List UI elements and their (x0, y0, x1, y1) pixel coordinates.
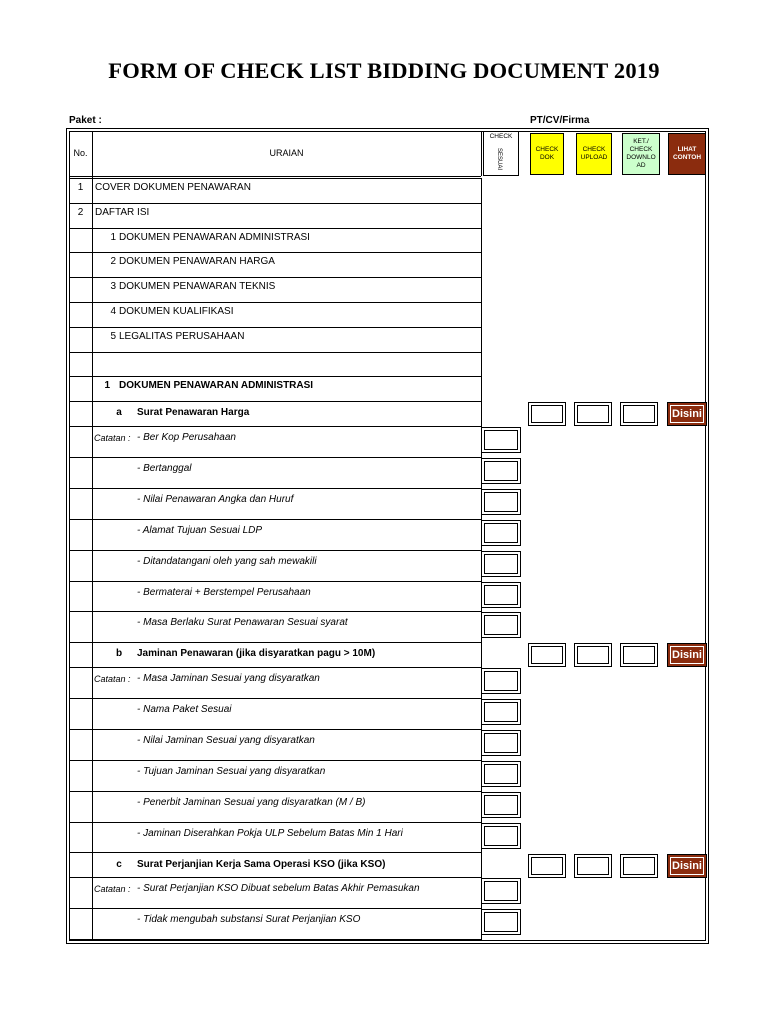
row-text: COVER DOKUMEN PENAWARAN (95, 182, 251, 193)
note-text: - Bertanggal (137, 462, 192, 474)
header-check-dok: CHECK DOK (530, 133, 564, 175)
item-title: Jaminan Penawaran (jika disyaratkan pagu > 10M) (137, 648, 376, 660)
page-title: FORM OF CHECK LIST BIDDING DOCUMENT 2019 (108, 58, 660, 83)
header-bottom-rule-2 (69, 178, 481, 179)
check-dok-box-inner (531, 857, 563, 875)
check-download-box-inner (623, 646, 655, 664)
row-rule (69, 550, 481, 551)
check-sesuai-box-inner (484, 826, 518, 846)
check-sesuai-box[interactable] (481, 427, 521, 453)
row-rule (69, 488, 481, 489)
check-sesuai-box-inner (484, 523, 518, 543)
row-rule (69, 426, 481, 427)
item-title: Surat Penawaran Harga (137, 407, 250, 419)
check-download-box[interactable] (620, 643, 658, 667)
header-check-sesuai-vertical: SESUAI (496, 148, 502, 171)
row-rule (69, 457, 481, 458)
check-upload-box-inner (577, 857, 609, 875)
check-sesuai-box[interactable] (481, 668, 521, 694)
note-text: - Tujuan Jaminan Sesuai yang disyaratkan (137, 765, 326, 777)
row-rule (69, 352, 481, 353)
check-sesuai-box[interactable] (481, 551, 521, 577)
check-sesuai-box-inner (484, 554, 518, 574)
note-text: - Ditandatangani oleh yang sah mewakili (137, 555, 317, 567)
paket-label: Paket : (69, 115, 102, 126)
header-bottom-rule (69, 176, 481, 177)
header-uraian: URAIAN (269, 148, 304, 158)
lihat-contoh-link[interactable]: Disini (667, 854, 707, 878)
row-rule (69, 877, 481, 878)
check-sesuai-box-inner (484, 461, 518, 481)
check-dok-box[interactable] (528, 643, 566, 667)
note-text: - Surat Perjanjian KSO Dibuat sebelum Batas Akhir Pemasukan (137, 883, 420, 895)
row-rule (69, 203, 481, 204)
check-dok-box-inner (531, 646, 563, 664)
item-title: Surat Perjanjian Kerja Sama Operasi KSO (jika KSO) (137, 858, 386, 870)
check-sesuai-box-inner (484, 430, 518, 450)
check-sesuai-box-inner (484, 671, 518, 691)
row-rule (69, 302, 481, 303)
note-text: - Ber Kop Perusahaan (137, 432, 236, 443)
row-rule (69, 760, 481, 761)
header-lihat-contoh: LIHAT CONTOH (668, 133, 706, 175)
row-rule (69, 791, 481, 792)
check-sesuai-box-inner (484, 702, 518, 722)
column-divider-uraian-header (481, 131, 482, 176)
subrow-number: 2 (110, 256, 116, 268)
check-dok-box[interactable] (528, 854, 566, 878)
note-label: Catatan : (94, 433, 131, 443)
check-sesuai-box[interactable] (481, 730, 521, 756)
row-rule (69, 228, 481, 229)
check-sesuai-box[interactable] (481, 582, 521, 608)
row-rule (69, 698, 481, 699)
note-text: - Nilai Penawaran Angka dan Huruf (137, 493, 294, 505)
check-download-box-inner (623, 405, 655, 423)
note-text: - Tidak mengubah substansi Surat Perjanjian KSO (137, 914, 361, 926)
check-download-box[interactable] (620, 854, 658, 878)
note-text: - Jaminan Diserahkan Pokja ULP Sebelum Batas Min 1 Hari (137, 827, 403, 839)
row-rule (69, 642, 481, 643)
check-sesuai-box-inner (484, 492, 518, 512)
firma-label: PT/CV/Firma (530, 115, 590, 126)
subrow-text: DOKUMEN KUALIFIKASI (119, 306, 234, 317)
check-sesuai-box[interactable] (481, 458, 521, 484)
row-rule (69, 667, 481, 668)
check-upload-box-inner (577, 646, 609, 664)
note-label: Catatan : (94, 884, 131, 895)
check-sesuai-box-inner (484, 764, 518, 784)
row-number: 2 (77, 206, 84, 218)
check-sesuai-box-inner (484, 912, 518, 932)
header-check-label: CHECK (489, 133, 513, 140)
check-sesuai-box-inner (484, 615, 518, 635)
note-text: - Bermaterai + Berstempel Perusahaan (137, 586, 311, 598)
check-sesuai-box[interactable] (481, 878, 521, 904)
subrow-text: LEGALITAS PERUSAHAAN (119, 330, 245, 342)
subrow-number: 5 (110, 330, 116, 342)
row-rule (69, 327, 481, 328)
check-sesuai-box[interactable] (481, 761, 521, 787)
note-text: - Alamat Tujuan Sesuai LDP (137, 524, 263, 536)
subrow-number: 1 (110, 231, 116, 243)
subrow-number: 4 (110, 306, 116, 317)
header-ket-check-download: KET./ CHECK DOWNLO AD (622, 133, 660, 175)
lihat-contoh-link[interactable]: Disini (667, 402, 707, 426)
row-rule (69, 822, 481, 823)
row-rule (69, 852, 481, 853)
header-no: No. (73, 148, 88, 158)
section-number: 1 (104, 380, 110, 392)
row-text: DAFTAR ISI (95, 206, 150, 218)
check-sesuai-box-inner (484, 585, 518, 605)
subrow-text: DOKUMEN PENAWARAN HARGA (119, 256, 275, 268)
row-number: 1 (77, 182, 84, 193)
note-text: - Masa Berlaku Surat Penawaran Sesuai syarat (137, 617, 348, 629)
check-dok-box-inner (531, 405, 563, 423)
row-rule (69, 519, 481, 520)
check-dok-box[interactable] (528, 402, 566, 426)
item-letter: a (116, 407, 122, 419)
check-sesuai-box-inner (484, 795, 518, 815)
row-rule (69, 401, 481, 402)
check-upload-box[interactable] (574, 643, 612, 667)
note-text: - Penerbit Jaminan Sesuai yang disyaratkan (M / B) (137, 796, 366, 808)
check-download-box[interactable] (620, 402, 658, 426)
subrow-number: 3 (110, 281, 116, 293)
note-text: - Nama Paket Sesuai (137, 704, 232, 715)
check-sesuai-box[interactable] (481, 699, 521, 725)
check-upload-box-inner (577, 405, 609, 423)
check-upload-box[interactable] (574, 402, 612, 426)
check-sesuai-box[interactable] (481, 909, 521, 935)
section-title: DOKUMEN PENAWARAN ADMINISTRASI (119, 380, 314, 392)
check-sesuai-box-inner (484, 881, 518, 901)
check-sesuai-box-inner (484, 733, 518, 753)
header-check-upload: CHECK UPLOAD (576, 133, 612, 175)
note-text: - Masa Jaminan Sesuai yang disyaratkan (137, 673, 320, 685)
check-upload-box[interactable] (574, 854, 612, 878)
item-letter: b (115, 648, 123, 660)
check-sesuai-box[interactable] (481, 792, 521, 818)
note-text: - Nilai Jaminan Sesuai yang disyaratkan (137, 734, 315, 746)
row-rule (69, 581, 481, 582)
check-sesuai-box[interactable] (481, 520, 521, 546)
check-download-box-inner (623, 857, 655, 875)
row-rule (69, 277, 481, 278)
subrow-text: DOKUMEN PENAWARAN TEKNIS (119, 281, 276, 293)
check-sesuai-box[interactable] (481, 823, 521, 849)
row-rule (69, 729, 481, 730)
row-rule (69, 376, 481, 377)
subrow-text: DOKUMEN PENAWARAN ADMINISTRASI (119, 231, 310, 243)
check-sesuai-box[interactable] (481, 489, 521, 515)
row-rule (69, 611, 481, 612)
row-rule (69, 939, 481, 940)
row-rule (69, 908, 481, 909)
row-rule (69, 252, 481, 253)
check-sesuai-box[interactable] (481, 612, 521, 638)
lihat-contoh-link[interactable]: Disini (667, 643, 707, 667)
note-label: Catatan : (94, 674, 131, 685)
item-letter: c (116, 858, 122, 870)
